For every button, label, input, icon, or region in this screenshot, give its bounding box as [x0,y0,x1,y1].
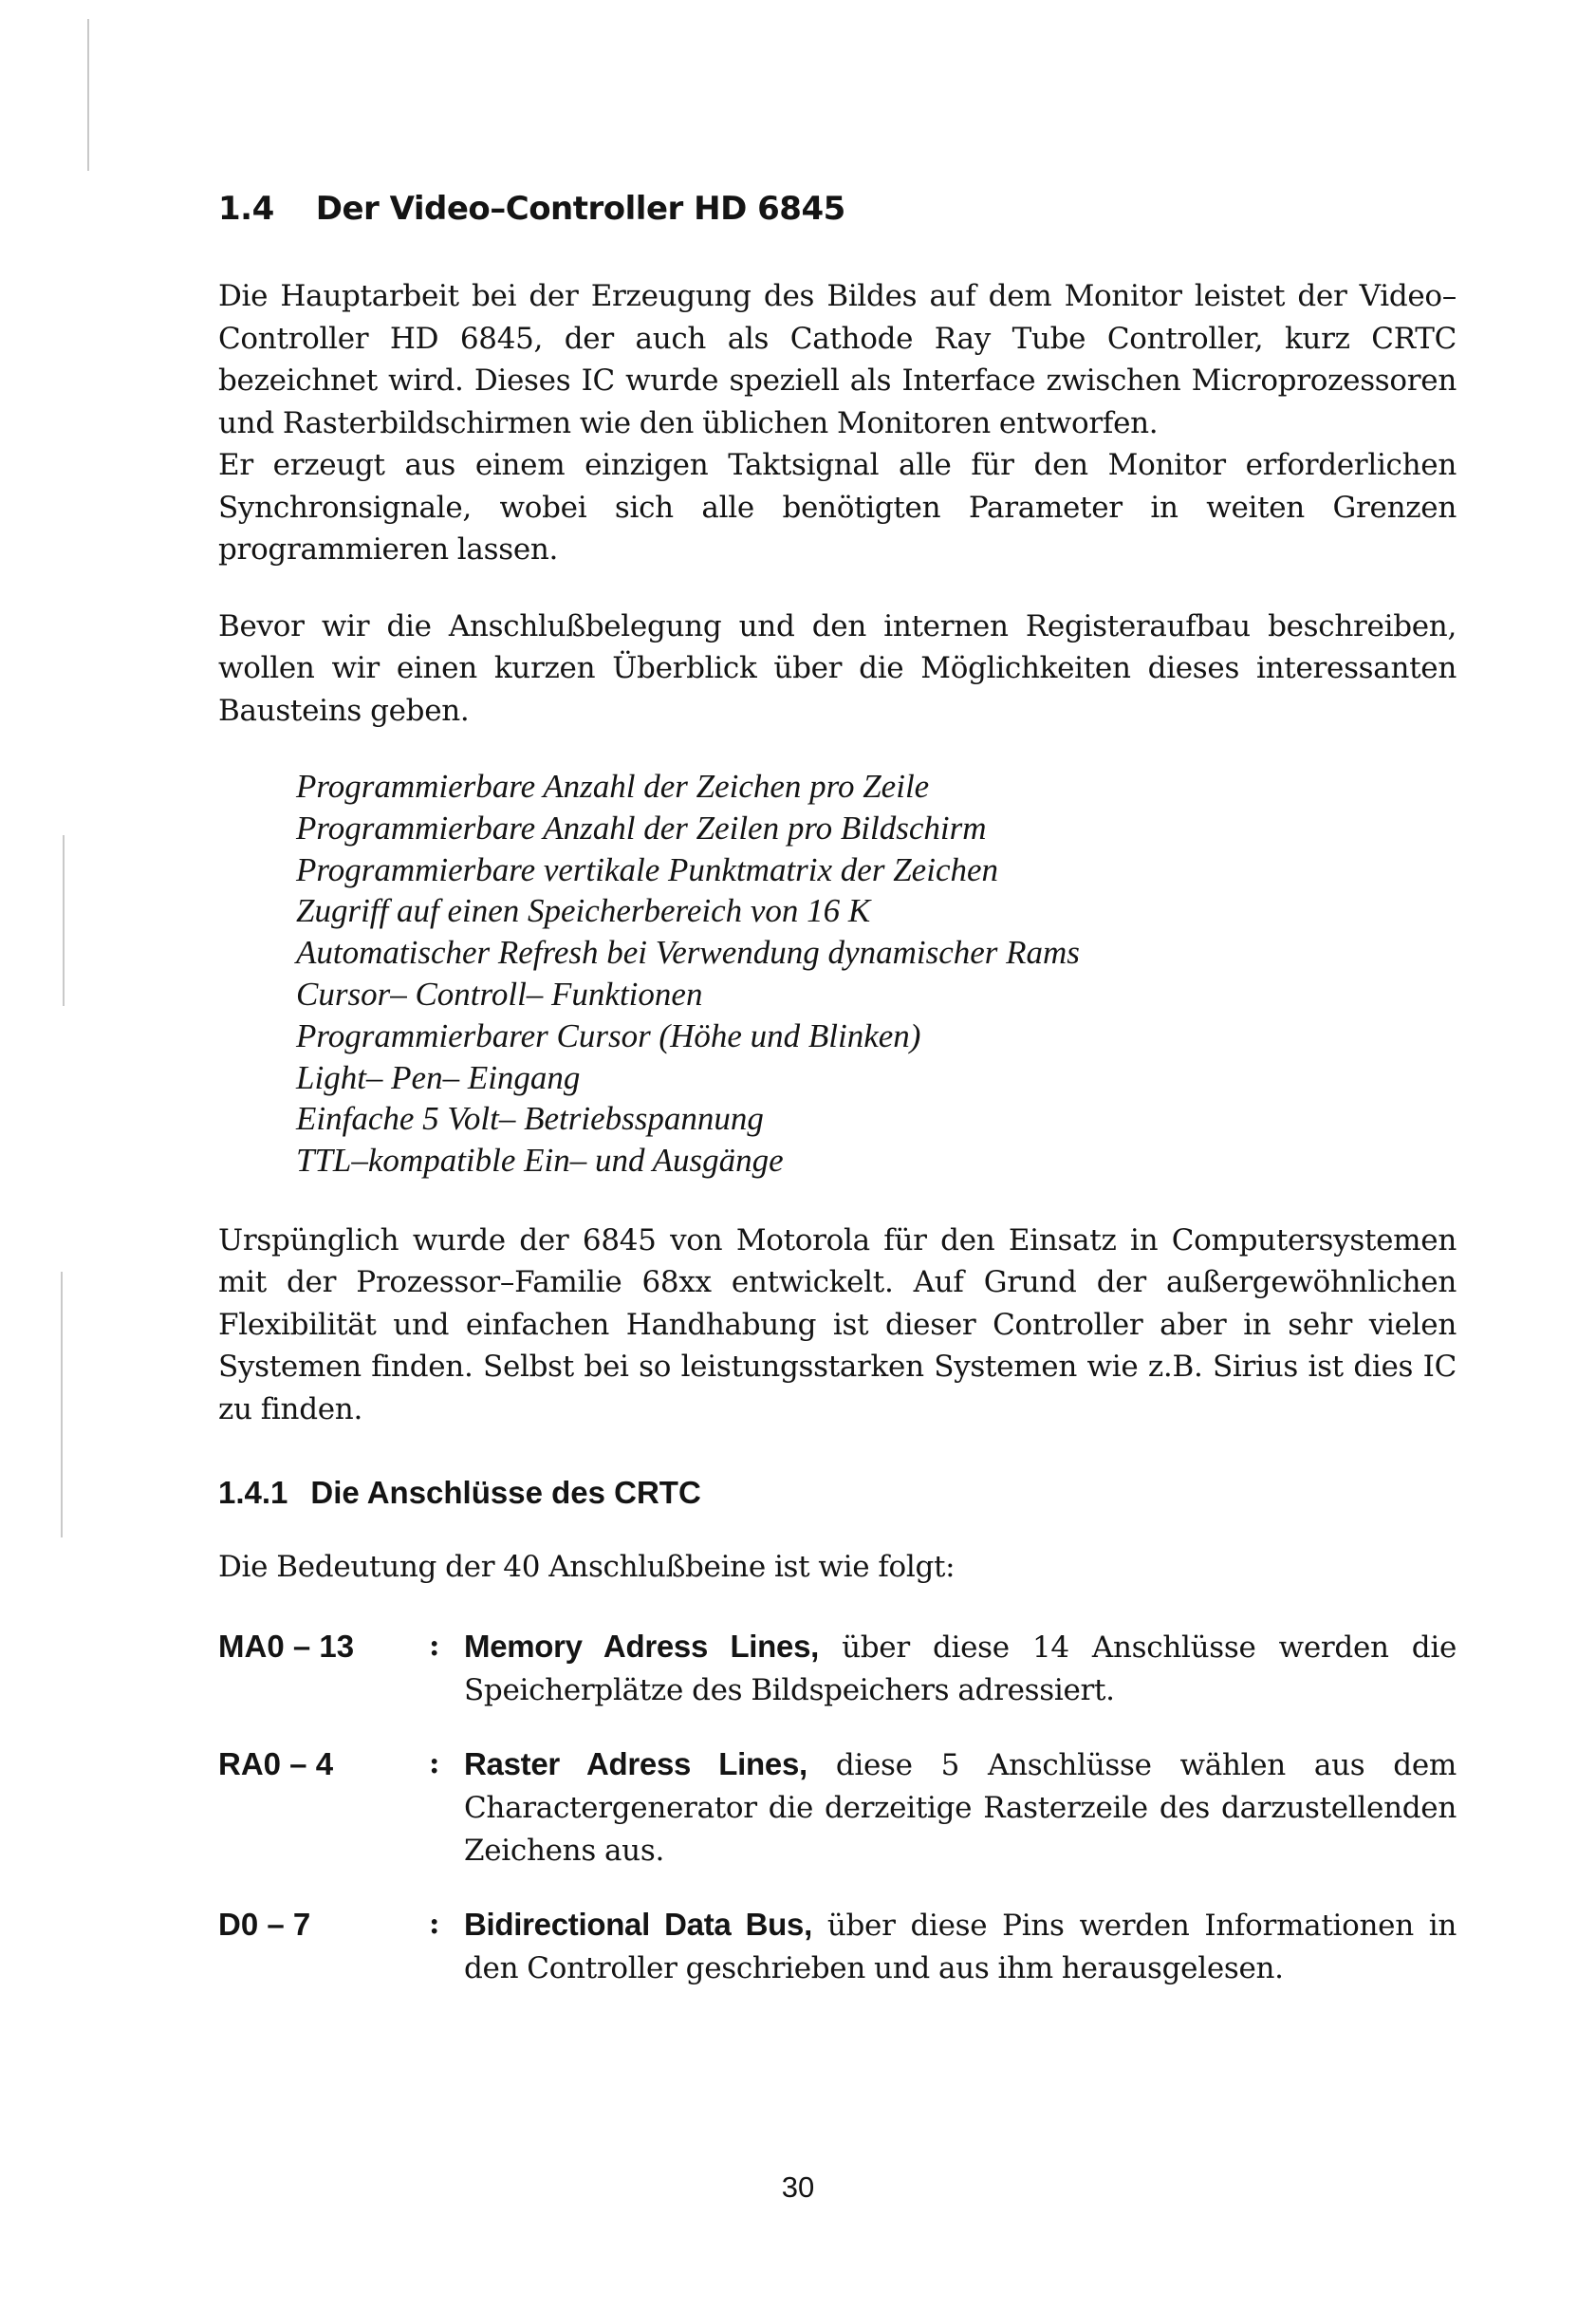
section-number: 1.4 [218,190,274,228]
subsection-number: 1.4.1 [218,1475,288,1511]
section-title: Der Video–Controller HD 6845 [315,190,845,228]
feature-item: Cursor– Controll– Funktionen [296,975,703,1013]
intro-block [218,275,1457,571]
page-number: 30 [781,2170,815,2204]
intro-paragraph-2: Er erzeugt aus einem einzigen Taktsignal alle für den Monitor erforderlichen Synchronsignale, wobei sich alle benötigten Parameter in weiten Grenzen programmieren lassen. [218,448,1457,567]
intro-paragraph-1: Die Hauptarbeit bei der Erzeugung des Bildes auf dem Monitor leistet der Video–Controller HD 6845, der auch als Cathode Ray Tube Controller, kurz CRTC bezeichnet wird. Dieses IC wurde speziell als Interface zwischen Microprozessoren und Rasterbildschirmen wie den üblichen Monitoren entworfen. [218,279,1457,440]
feature-item: Programmierbare vertikale Punktmatrix der Zeichen [296,850,999,888]
pin-name: RA0 – 4 [218,1745,334,1781]
pin-description [464,1742,1457,1872]
pin-colon: : [429,1906,440,1941]
pin-entry-ma [218,1625,1457,1712]
pin-colon: : [429,1628,440,1663]
pin-text: über diese 14 Anschlüsse werden die Speicherplätze des Bildspeichers adressiert. [464,1630,1457,1707]
pin-text: diese 5 Anschlüsse wählen aus dem Charactergenerator die derzeitige Rasterzeile des darzustellenden Zeichens aus. [464,1747,1457,1868]
left-margin-mark [63,835,65,1006]
pin-description [464,1625,1457,1712]
feature-item: Programmierbare Anzahl der Zeichen pro Zeile [296,768,930,805]
pin-entry-ra [218,1742,1457,1872]
overview-block [218,605,1457,733]
left-margin-mark [61,1272,63,1537]
feature-item: Automatischer Refresh bei Verwendung dynamischer Rams [296,934,1080,972]
origin-block [218,1220,1457,1431]
feature-list [296,766,1457,1182]
pin-term: Bidirectional Data Bus, [464,1906,812,1942]
feature-item: Programmierbare Anzahl der Zeilen pro Bildschirm [296,809,987,847]
origin-paragraph: Urspünglich wurde der 6845 von Motorola für den Einsatz in Computersystemen mit der Prozessor–Familie 68xx entwickelt. Auf Grund der außergewöhnlichen Flexibilität und einfachen Handhabung ist dieser Controller aber in sehr vielen Systemen finden. Selbst bei so leistungsstarken Systemen wie z.B. Sirius ist dies IC zu finden. [218,1222,1457,1426]
pin-term: Memory Adress Lines, [464,1628,819,1664]
feature-item: Light– Pen– Eingang [296,1058,581,1096]
pin-text: über diese Pins werden Informationen in den Controller geschrieben und aus ihm herausgelesen. [464,1908,1457,1985]
section-heading [218,180,1457,237]
overview-paragraph: Bevor wir die Anschlußbelegung und den internen Registeraufbau beschreiben, wollen wir einen kurzen Überblick über die Möglichkeiten dieses interessanten Bausteins geben. [218,608,1457,728]
left-margin-mark [87,19,89,171]
pin-description [464,1903,1457,1990]
pin-name: MA0 – 13 [218,1628,355,1664]
feature-item: Einfache 5 Volt– Betriebsspannung [296,1100,764,1138]
pin-colon: : [429,1745,440,1780]
feature-item: TTL–kompatible Ein– und Ausgänge [296,1142,784,1180]
feature-item: Programmierbarer Cursor (Höhe und Blinken) [296,1016,921,1054]
pins-intro: Die Bedeutung der 40 Anschlußbeine ist wie folgt: [218,1550,956,1585]
pin-term: Raster Adress Lines, [464,1745,807,1781]
subsection-heading [218,1464,1457,1521]
feature-item: Zugriff auf einen Speicherbereich von 16 K [296,892,871,930]
pin-entry-d [218,1903,1457,1990]
page-content [218,180,1457,2021]
pin-name: D0 – 7 [218,1906,311,1942]
subsection-title: Die Anschlüsse des CRTC [310,1475,701,1511]
